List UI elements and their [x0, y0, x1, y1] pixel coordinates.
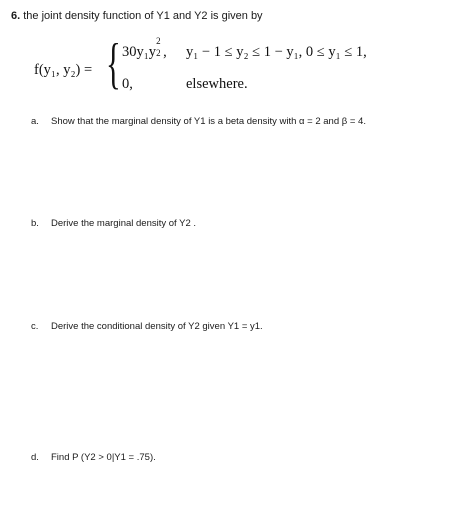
case1-value-sup: 2	[156, 36, 161, 46]
part-letter: b.	[31, 218, 39, 229]
case1-value-main: 30y₁y	[122, 44, 157, 60]
question-text: the joint density function of Y1 and Y2 is given by	[23, 10, 263, 22]
part-c	[31, 321, 263, 333]
case2-value: 0,	[122, 76, 133, 92]
left-brace: {	[106, 33, 121, 95]
part-a	[31, 116, 366, 128]
part-text: Derive the conditional density of Y2 given Y1 = y1.	[51, 321, 263, 332]
case1-value-end: ,	[163, 44, 167, 60]
case2-condition: elsewhere.	[186, 76, 248, 92]
case1-condition: y₁ − 1 ≤ y₂ ≤ 1 − y₁, 0 ≤ y₁ ≤ 1,	[186, 44, 367, 60]
joint-density-formula	[0, 33, 474, 110]
part-letter: d.	[31, 452, 39, 463]
case1-value	[122, 36, 167, 61]
formula-lhs: f(y₁, y₂) =	[34, 62, 93, 78]
part-letter: c.	[31, 321, 39, 332]
part-letter: a.	[31, 116, 39, 127]
part-b	[31, 218, 196, 230]
question-number: 6.	[11, 10, 21, 22]
part-text: Derive the marginal density of Y2 .	[51, 218, 197, 229]
part-text: Show that the marginal density of Y1 is a beta density with α = 2 and β = 4.	[51, 116, 366, 127]
case1-value-sub: 2	[156, 48, 161, 58]
part-d	[31, 452, 156, 464]
part-text: Find P (Y2 > 0|Y1 = .75).	[51, 452, 156, 463]
question-heading	[11, 9, 263, 23]
case1-value-script	[156, 36, 163, 58]
